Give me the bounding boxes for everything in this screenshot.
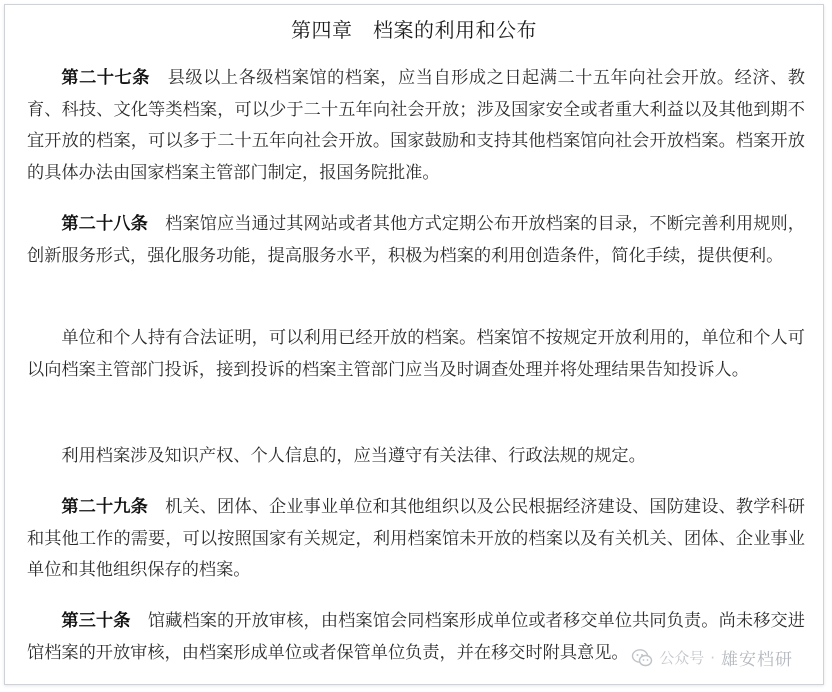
paragraph-article-28-clause-2	[27, 323, 805, 386]
paragraph-article-27	[27, 63, 805, 189]
paragraph-text: 馆藏档案的开放审核，由档案馆会同档案形成单位或者移交单位共同负责。尚未移交进馆档案的开放审核，由档案形成单位或者保管单位负责，并在移交时附具意见。	[27, 611, 805, 663]
paragraph-text: 利用档案涉及知识产权、个人信息的，应当遵守有关法律、行政法规的规定。	[61, 446, 646, 466]
article-number: 第二十九条	[61, 497, 148, 517]
paragraph-article-29	[27, 492, 805, 587]
paragraph-text: 机关、团体、企业事业单位和其他组织以及公民根据经济建设、国防建设、教学科研和其他工作的需要，可以按照国家有关规定，利用档案馆未开放的档案以及有关机关、团体、企业事业单位和其他组织保存的档案。	[27, 497, 805, 580]
article-spacer	[148, 497, 165, 517]
paragraph-text: 档案馆应当通过其网站或者其他方式定期公布开放档案的目录，不断完善利用规则，创新服务形式，强化服务功能，提高服务水平，积极为档案的利用创造条件，简化手续，提供便利。	[27, 214, 805, 266]
article-spacer	[131, 611, 148, 631]
article-number: 第二十七条	[61, 68, 150, 88]
article-spacer	[148, 214, 165, 234]
wechat-icon	[631, 647, 653, 669]
chapter-title: 第四章 档案的利用和公布	[291, 18, 537, 42]
document-page	[4, 4, 824, 685]
article-number: 第三十条	[61, 611, 131, 631]
paragraph-text: 单位和个人持有合法证明，可以利用已经开放的档案。档案馆不按规定开放利用的，单位和个人可以向档案主管部门投诉，接到投诉的档案主管部门应当及时调查处理并将处理结果告知投诉人。	[27, 328, 805, 380]
article-spacer	[150, 68, 168, 88]
watermark-platform: 公众号	[659, 649, 705, 667]
watermark-separator: ·	[710, 648, 715, 667]
paragraph-article-28-clause-3	[27, 441, 805, 473]
article-number: 第二十八条	[61, 214, 148, 234]
watermark	[631, 645, 793, 670]
watermark-account: 雄安档研	[721, 650, 793, 670]
paragraph-article-28	[27, 209, 805, 272]
paragraph-text: 县级以上各级档案馆的档案，应当自形成之日起满二十五年向社会开放。经济、教育、科技、文化等类档案，可以少于二十五年向社会开放；涉及国家安全或者重大利益以及其他到期不宜开放的档案，可以多于二十五年向社会开放。国家鼓励和支持其他档案馆向社会开放档案。档案开放的具体办法由国家档案主管部门制定，报国务院批准。	[27, 68, 805, 183]
